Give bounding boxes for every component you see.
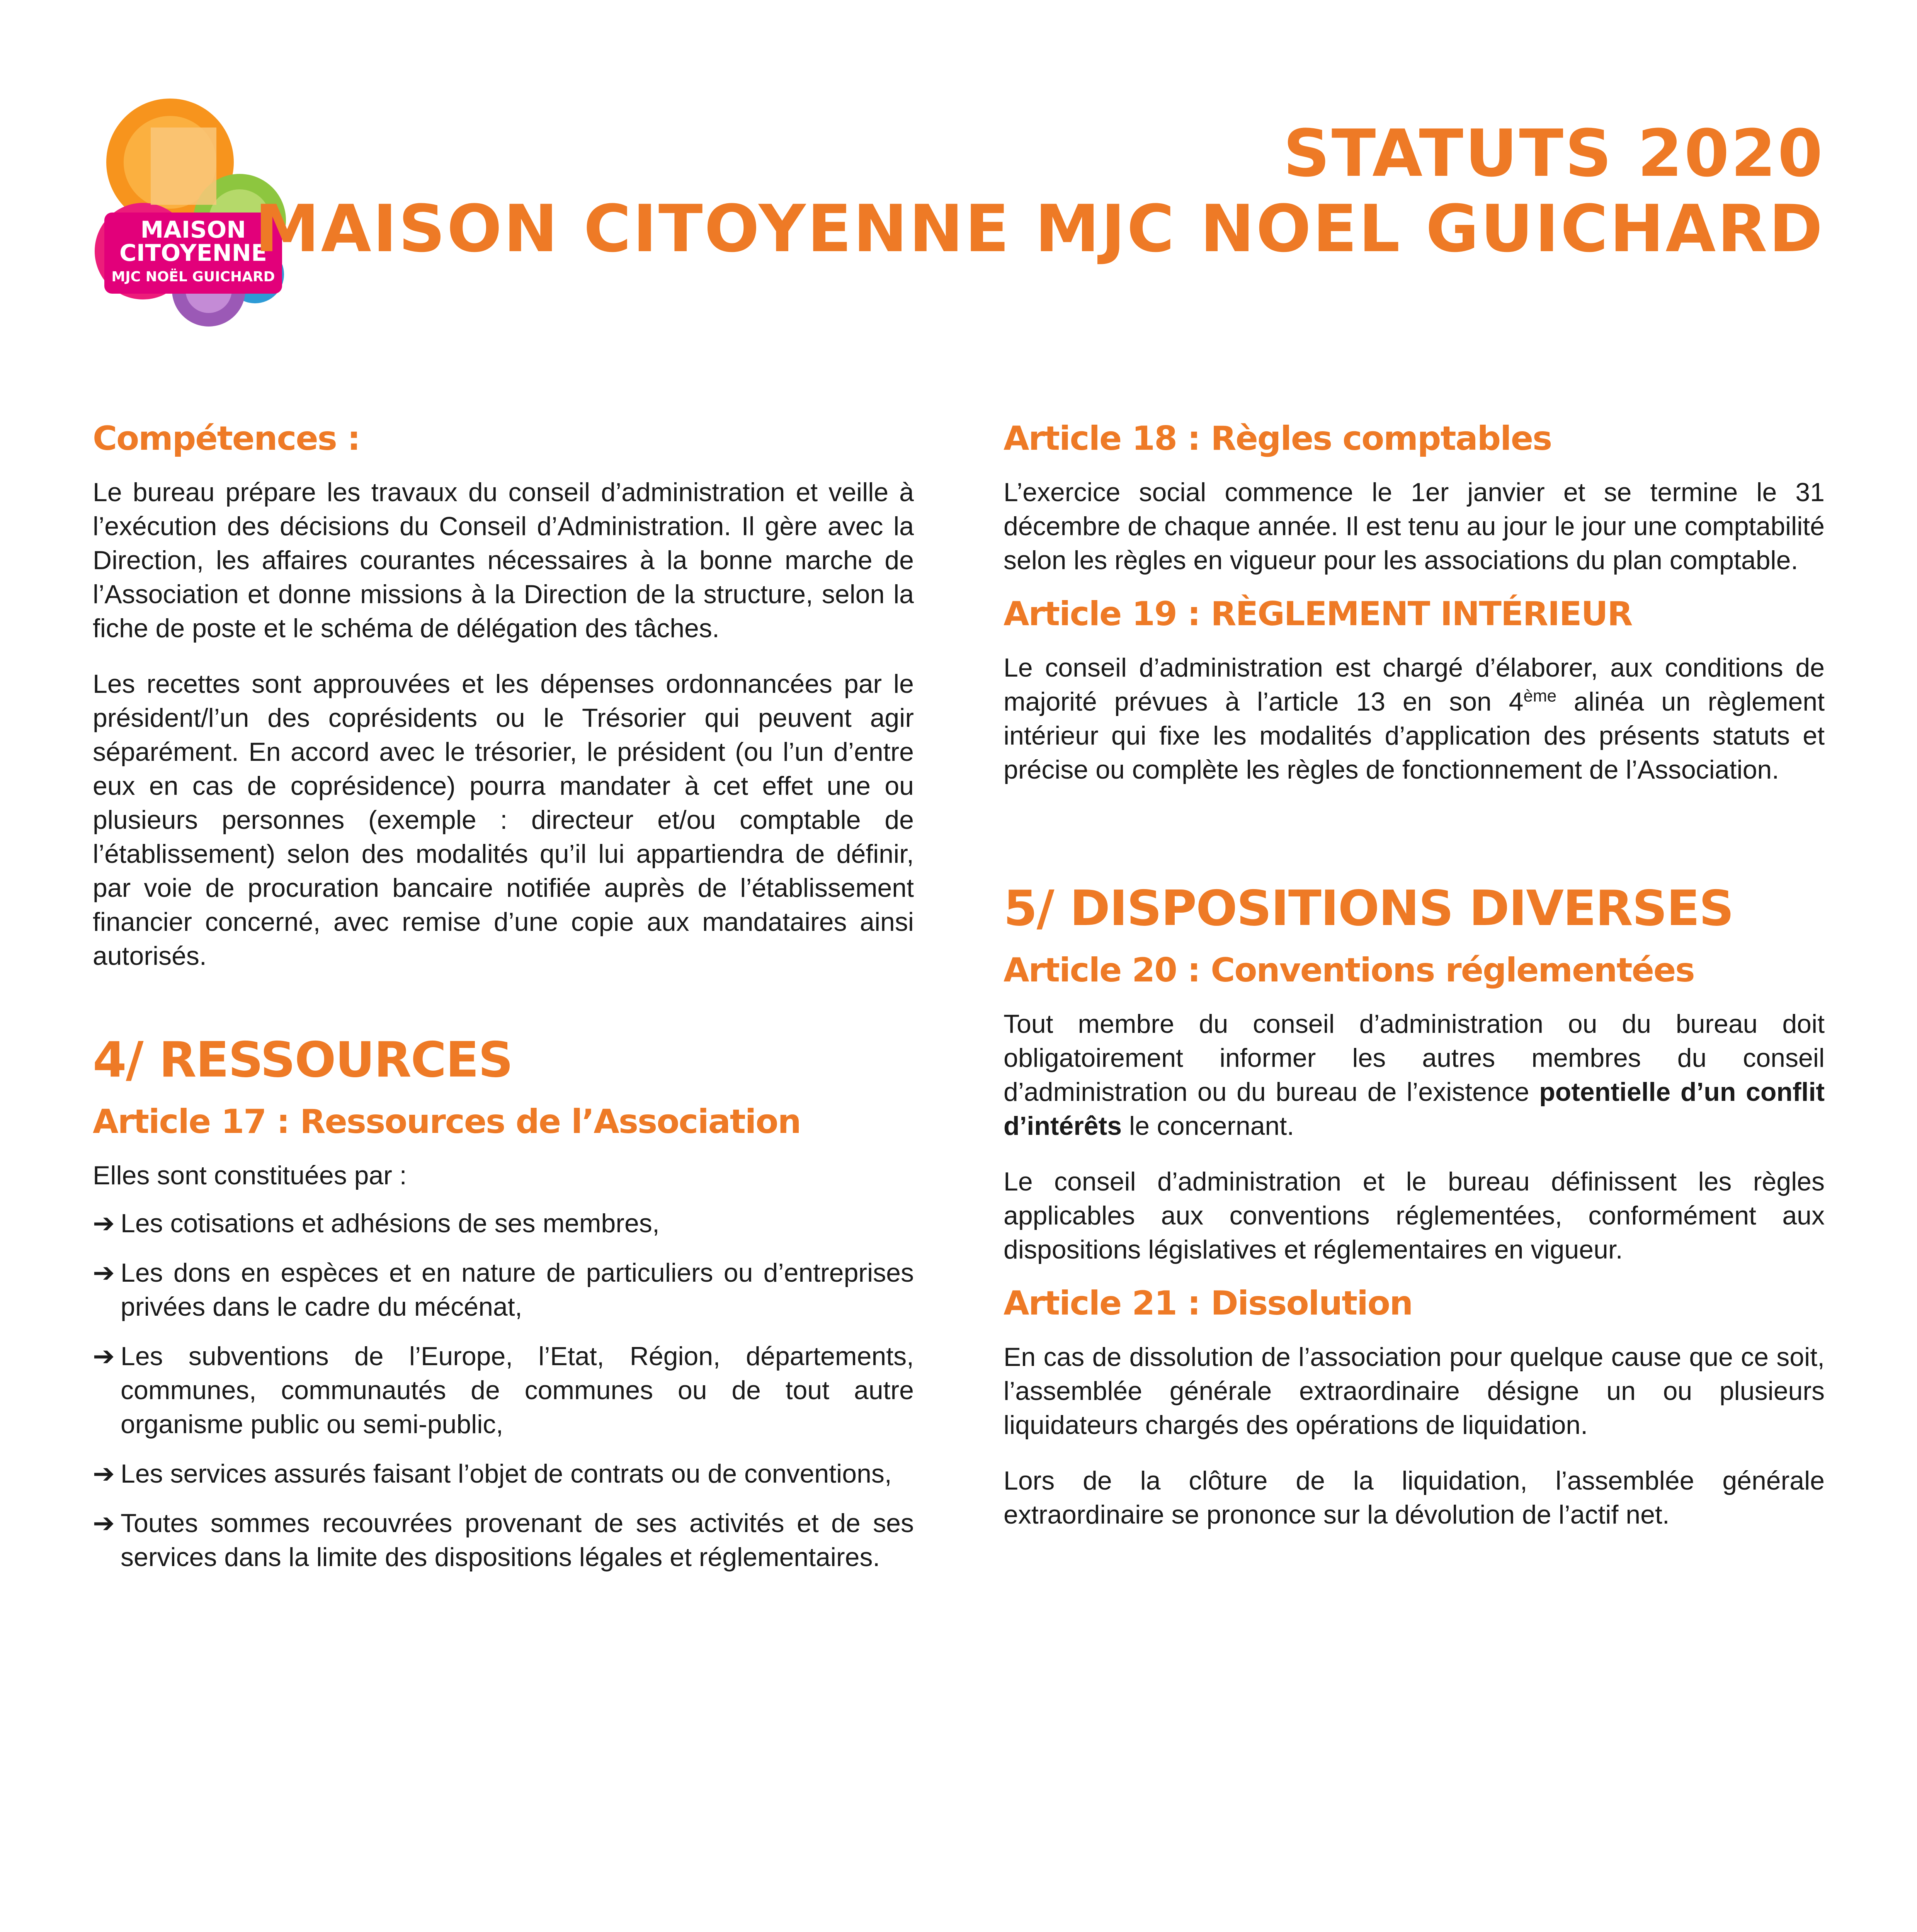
arrow-icon: ➔ (93, 1258, 115, 1287)
logo-line2: CITOYENNE (119, 240, 267, 267)
header-line1: STATUTS 2020 (1283, 116, 1824, 191)
section-4-heading: 4/ RESSOURCES (93, 1031, 513, 1088)
article-19-heading: Article 19 : RÈGLEMENT INTÉRIEUR (1004, 595, 1632, 633)
competences-heading: Compétences : (93, 419, 360, 458)
competences-paragraph-2: Les recettes sont approuvées et les dépenses ordonnancées par le président/l’un des coprésidents ou le Trésorier qui peuvent agir séparément. En accord avec le trésorier, le président (ou l’un d’entre eux en cas de coprésidence) pourra mandater à cet effet une ou plusieurs personnes (exemple : directeur et/ou comptable de l’établissement) selon des modalités qu’il lui appartiendra de définir, par voie de procuration bancaire notifiée auprès de l’établissement financier concerné, avec remise d’une copie aux mandataires ainsi autorisés. (93, 669, 914, 971)
arrow-icon: ➔ (93, 1459, 115, 1488)
list-item: ➔ Les subventions de l’Europe, l’Etat, Région, départements, communes, communautés de communes ou de tout autre organisme public ou semi-public, (93, 1339, 914, 1441)
article-18-heading: Article 18 : Règles comptables (1004, 419, 1552, 458)
article-21-paragraph-1: En cas de dissolution de l’association pour quelque cause que ce soit, l’assemblée générale extraordinaire désigne un ou plusieurs liquidateurs chargés des opérations de liquidation. (1004, 1342, 1825, 1440)
article-20-paragraph-2: Le conseil d’administration et le bureau définissent les règles applicables aux conventions réglementées, conformément aux dispositions législatives et réglementaires en vigueur. (1004, 1167, 1825, 1264)
left-column (93, 417, 914, 1590)
list-item: ➔ Les dons en espèces et en nature de particuliers ou d’entreprises privées dans le cadre du mécénat, (93, 1256, 914, 1324)
article-21-heading: Article 21 : Dissolution (1004, 1284, 1413, 1323)
section-5-heading: 5/ DISPOSITIONS DIVERSES (1004, 880, 1733, 937)
article-17-intro: Elles sont constituées par : (93, 1161, 407, 1190)
arrow-icon: ➔ (93, 1342, 115, 1371)
list-item: ➔ Les services assurés faisant l’objet de contrats ou de conventions, (93, 1457, 914, 1491)
document-header (255, 116, 1824, 267)
list-item: ➔ Les cotisations et adhésions de ses membres, (93, 1206, 914, 1240)
article-19-text: Le conseil d’administration est chargé d’élaborer, aux conditions de majorité prévues à l’article 13 en son 4ème alinéa un règlement intérieur qui fixe les modalités d’application des présents statuts et précise ou complète les règles de fonctionnement de l’Association. (1004, 653, 1825, 784)
article-21-paragraph-2: Lors de la clôture de la liquidation, l’assemblée générale extraordinaire se prononce sur la dévolution de l’actif net. (1004, 1466, 1825, 1529)
list-item: ➔ Toutes sommes recouvrées provenant de ses activités et de ses services dans la limite des dispositions légales et réglementaires. (93, 1506, 914, 1574)
arrow-icon: ➔ (93, 1209, 115, 1238)
article-18-text: L’exercice social commence le 1er janvier et se termine le 31 décembre de chaque année. Il est tenu au jour le jour une comptabilité selon les règles en vigueur pour les associations du plan comptable. (1004, 478, 1825, 575)
resources-list (93, 1206, 914, 1574)
article-20-heading: Article 20 : Conventions réglementées (1004, 951, 1694, 990)
article-17-heading: Article 17 : Ressources de l’Association (93, 1102, 801, 1141)
logo-line1: MAISON (140, 216, 246, 243)
logo-line3: MJC NOËL GUICHARD (111, 269, 275, 285)
header-line2: MAISON CITOYENNE MJC NOEL GUICHARD (255, 191, 1824, 267)
arrow-icon: ➔ (93, 1509, 115, 1538)
article-20-text: Tout membre du conseil d’administration ou du bureau doit obligatoirement informer les autres membres du conseil d’administration ou du bureau de l’existence potentielle d’un conflit d’intérêts le concernant. (1004, 1009, 1825, 1141)
competences-paragraph-1: Le bureau prépare les travaux du conseil d’administration et veille à l’exécution des décisions du Conseil d’Administration. Il gère avec la Direction, les affaires courantes nécessaires à la bonne marche de l’Association et donne missions à la Direction de la structure, selon la fiche de poste et le schéma de délégation des tâches. (93, 478, 914, 643)
right-column (1004, 417, 1825, 1553)
